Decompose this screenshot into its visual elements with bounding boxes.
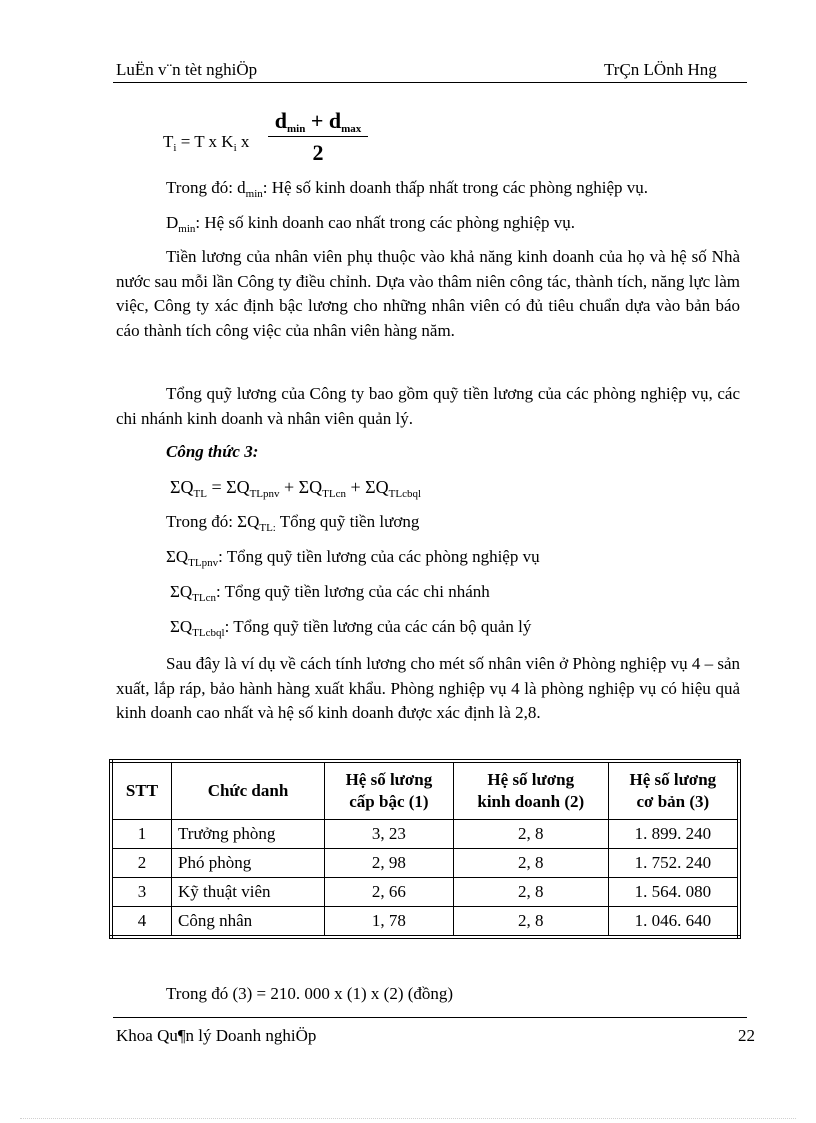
- cell-position: Trưởng phòng: [172, 820, 325, 849]
- cell-base-salary: 1. 564. 080: [608, 878, 739, 907]
- cell-grade-coef: 2, 98: [325, 849, 454, 878]
- cell-base-salary: 1. 046. 640: [608, 907, 739, 938]
- definition-total-fund: Trong đó: $\Sigma Q_{TL:}$ Tổng quỹ tiền lương: [166, 512, 420, 534]
- formula-3: $\Sigma Q_{TL} = \Sigma Q_{TLpnv} + \Sigma Q_{TLcn} + \Sigma Q_{TLcbql}$: [170, 477, 422, 500]
- header-rule: [113, 82, 747, 83]
- table-row: [111, 878, 739, 907]
- formula-1-denominator: 2: [312, 140, 324, 165]
- cell-business-coef: 2, 8: [453, 878, 608, 907]
- definition-dmin: Trong đó: $d_{min}$: Hệ số kinh doanh thấp nhất trong các phòng nghiệp vụ.: [166, 178, 649, 200]
- paragraph-total-fund: Tổng quỹ lương của Công ty bao gồm quỹ tiền lương của các phòng nghiệp vụ, các chi nhánh kinh doanh và nhân viên quản lý.: [116, 384, 740, 428]
- page-edge-dotted-line: [20, 1118, 796, 1119]
- header-business-coef: Hệ số lương kinh doanh (2): [453, 761, 608, 820]
- definition-branches-fund: $\Sigma Q_{TLcn}$: Tổng quỹ tiền lương của các chi nhánh: [170, 582, 490, 604]
- cell-position: Phó phòng: [172, 849, 325, 878]
- definition-departments-fund: $\Sigma Q_{TLpnv}$: Tổng quỹ tiền lương của các phòng nghiệp vụ: [166, 547, 540, 569]
- header-grade-coef: Hệ số lương cấp bậc (1): [325, 761, 454, 820]
- header-position: Chức danh: [172, 761, 325, 820]
- cell-grade-coef: 2, 66: [325, 878, 454, 907]
- header-base-salary: Hệ số lương cơ bản (3): [608, 761, 739, 820]
- cell-business-coef: 2, 8: [453, 849, 608, 878]
- footer-rule: [113, 1017, 747, 1018]
- header-right: TrÇn LÖnh Hng: [604, 60, 717, 79]
- formula-1-lhs: $T_i = T$ x $K_i$ x: [163, 132, 250, 154]
- paragraph-salary-basis: Tiền lương của nhân viên phụ thuộc vào khả năng kinh doanh của họ và hệ số Nhà nước sau mỗi lần Công ty điều chỉnh. Dựa vào thâm niên công tác, thành tích, năng lực làm việc, Công ty xác định bậc lương cho những nhân viên có đủ tiêu chuẩn dựa vào bản báo cáo thành tích công việc của nhân viên hàng năm.: [116, 247, 740, 340]
- formula-1-numerator: $d_{min} + d_{max}$: [274, 108, 362, 135]
- table-row: [111, 820, 739, 849]
- cell-base-salary: 1. 752. 240: [608, 849, 739, 878]
- table-header-row: [111, 761, 739, 820]
- paragraph-example: Sau đây là ví dụ về cách tính lương cho mét số nhân viên ở Phòng nghiệp vụ 4 – sản xuất, lắp ráp, bảo hành hàng xuất khẩu. Phòng nghiệp vụ 4 là phòng nghiệp vụ có hiệu quả kinh doanh cao nhất và hệ số kinh doanh được xác định là 2,8.: [116, 654, 740, 722]
- formula-note: Trong đó (3) = 210. 000 x (1) x (2) (đồng): [166, 984, 454, 1003]
- salary-table: [109, 759, 741, 939]
- header-stt: STT: [111, 761, 172, 820]
- fraction-bar: [268, 136, 368, 137]
- header-left: LuËn v¨n tèt nghiÖp: [116, 60, 258, 79]
- cell-stt: 4: [111, 907, 172, 938]
- cell-position: Kỹ thuật viên: [172, 878, 325, 907]
- cell-grade-coef: 1, 78: [325, 907, 454, 938]
- cell-business-coef: 2, 8: [453, 907, 608, 938]
- cell-business-coef: 2, 8: [453, 820, 608, 849]
- definition-dmax: $D_{min}$: Hệ số kinh doanh cao nhất trong các phòng nghiệp vụ.: [166, 213, 575, 235]
- page-number: 22: [738, 1026, 755, 1045]
- table-row: [111, 907, 739, 938]
- cell-stt: 2: [111, 849, 172, 878]
- footer-left: Khoa Qu¶n lý Doanh nghiÖp: [116, 1026, 317, 1045]
- cell-stt: 1: [111, 820, 172, 849]
- formula-3-title: Công thức 3:: [166, 442, 259, 461]
- cell-grade-coef: 3, 23: [325, 820, 454, 849]
- cell-position: Công nhân: [172, 907, 325, 938]
- cell-base-salary: 1. 899. 240: [608, 820, 739, 849]
- cell-stt: 3: [111, 878, 172, 907]
- table-row: [111, 849, 739, 878]
- definition-managers-fund: $\Sigma Q_{TLcbql}$: Tổng quỹ tiền lương của các cán bộ quản lý: [170, 617, 532, 639]
